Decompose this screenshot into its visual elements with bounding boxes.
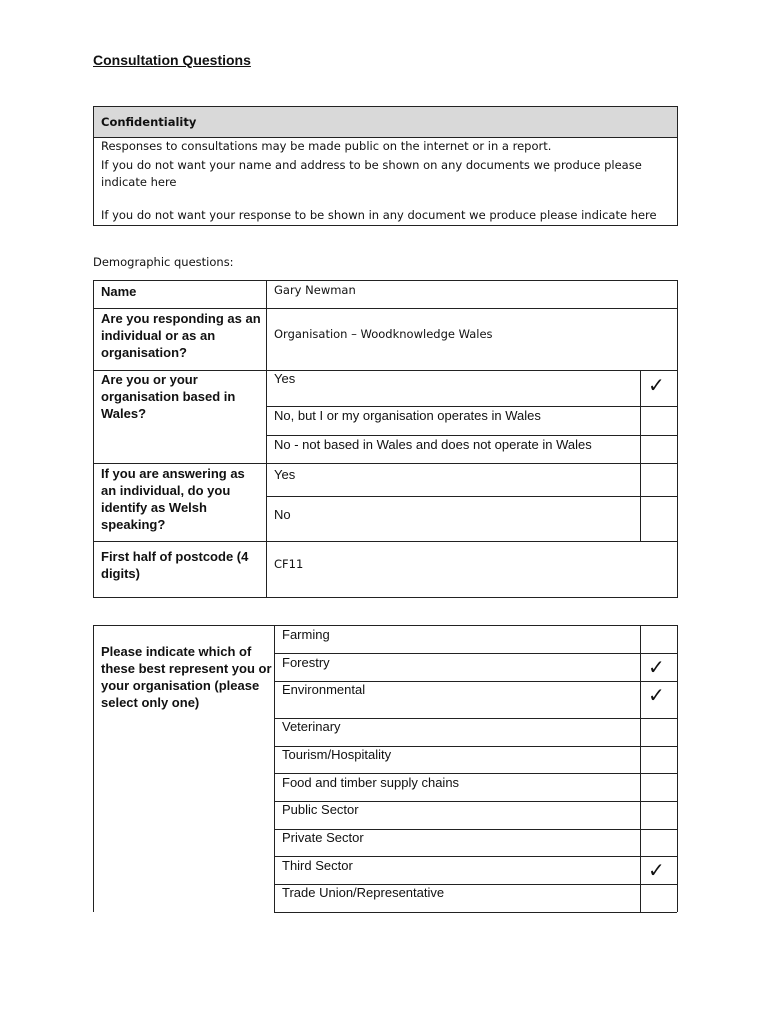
confidentiality-line-4: If you do not want your response to be shown in any document we produce please indicate here [101,208,657,222]
confidentiality-line-2: If you do not want your name and address to be shown on any documents we produce please [101,158,642,172]
confidentiality-line-1: Responses to consultations may be made public on the internet or in a report. [101,139,552,153]
page-title: Consultation Questions [93,52,251,68]
sector-option-forestry: Forestry [282,655,330,670]
demographic-label: Demographic questions: [93,255,234,269]
third-sector-checkmark[interactable]: ✓ [648,858,665,882]
sector-option-trade-union: Trade Union/Representative [282,885,445,900]
name-value[interactable]: Gary Newman [274,283,356,297]
environmental-checkmark[interactable]: ✓ [648,683,665,707]
postcode-value[interactable]: CF11 [274,557,304,571]
sector-option-veterinary: Veterinary [282,719,341,734]
forestry-checkmark[interactable]: ✓ [648,655,665,679]
sector-option-private: Private Sector [282,830,364,845]
based-option-not-based: No - not based in Wales and does not operate in Wales [274,437,592,452]
welsh-option-no: No [274,507,291,522]
based-option-yes: Yes [274,371,296,386]
sector-option-environmental: Environmental [282,682,366,697]
confidentiality-line-3: indicate here [101,175,177,189]
confidentiality-box [93,106,678,226]
based-option-operates: No, but I or my organisation operates in Wales [274,408,541,423]
sector-option-food-timber: Food and timber supply chains [282,775,460,790]
based-yes-checkmark[interactable]: ✓ [648,373,665,397]
sector-option-third: Third Sector [282,858,353,873]
confidentiality-header [94,107,677,138]
sectors-label: Please indicate which of these best represent you or your organisation (please select only one) [101,644,272,710]
responding-label: Are you responding as an individual or as an organisation? [101,311,261,360]
confidentiality-header-text: Confidentiality [101,115,197,129]
sector-option-public: Public Sector [282,802,359,817]
postcode-label: First half of postcode (4 digits) [101,549,249,581]
sector-option-tourism: Tourism/Hospitality [282,747,392,762]
responding-value[interactable]: Organisation – Woodknowledge Wales [274,327,493,341]
welsh-label: If you are answering as an individual, do you identify as Welsh speaking? [101,466,245,532]
welsh-option-yes: Yes [274,467,296,482]
name-label: Name [101,284,137,299]
sector-option-farming: Farming [282,627,330,642]
based-label: Are you or your organisation based in Wales? [101,372,236,421]
